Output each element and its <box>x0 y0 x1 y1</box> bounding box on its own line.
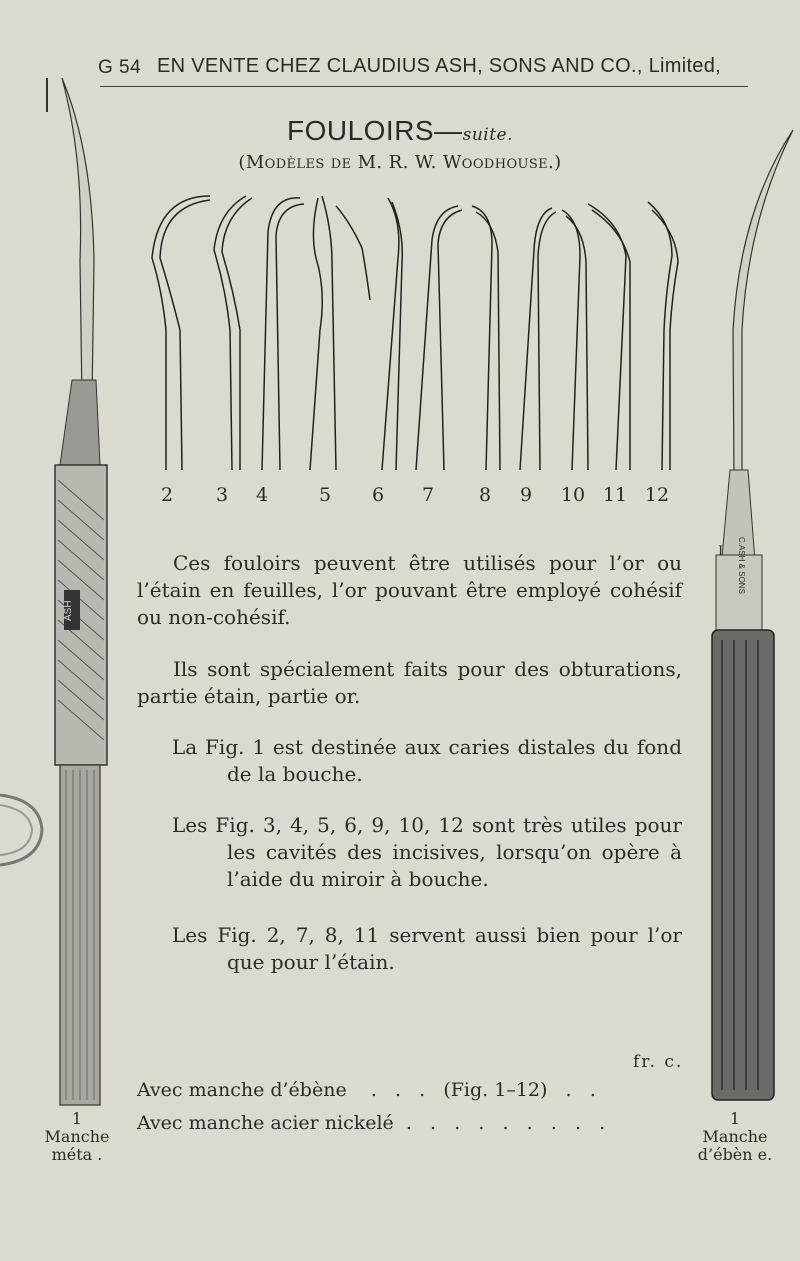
fig-number: 3 <box>215 484 229 506</box>
fig-number: 8 <box>478 484 492 506</box>
paragraph-fig1: La Fig. 1 est destinée aux caries distales du fond de la bouche. <box>172 735 682 786</box>
pluggers-fig-2-12-illustration <box>152 196 678 470</box>
fig-number: 7 <box>421 484 435 506</box>
right-handle-stamp: C.ASH & SONS <box>737 536 746 594</box>
left-instrument-caption <box>32 1110 122 1164</box>
left-caption-line1: Manche <box>44 1127 110 1146</box>
right-instrument-illustration <box>712 130 793 1100</box>
price-column-header: fr. c. <box>633 1052 684 1072</box>
right-instrument-caption <box>690 1110 780 1164</box>
title-suite: suite. <box>462 125 514 145</box>
left-handle-stamp: ASH <box>63 600 74 622</box>
paragraph-obturations: Ils sont spécialement faits pour des obturations, partie étain, partie or. <box>137 657 682 708</box>
paragraph-intro: Ces fouloirs peuvent être utilisés pour l’or ou l’étain en feuilles, l’or pouvant être employé cohésif ou non-cohésif. <box>137 551 682 629</box>
title-main: FOULOIRS <box>286 115 435 146</box>
fig-number: 4 <box>255 484 269 506</box>
paragraph-or-etain: Les Fig. 2, 7, 8, 11 servent aussi bien pour l’or que pour l’étain. <box>172 923 682 974</box>
right-caption-number: 1 <box>729 1109 741 1128</box>
fig-number: 5 <box>318 484 332 506</box>
left-caption-number: 1 <box>71 1109 83 1128</box>
fig-number: 11 <box>602 484 628 506</box>
right-caption-line1: Manche <box>702 1127 768 1146</box>
fig-number: 2 <box>160 484 174 506</box>
right-handle-mark: I <box>718 544 724 559</box>
fig-number: 12 <box>644 484 670 506</box>
page-number: G 54 <box>98 57 142 78</box>
fig-number: 9 <box>519 484 533 506</box>
ring-fragment-illustration <box>0 795 42 865</box>
right-caption-line2: d’ébèn e. <box>697 1145 773 1164</box>
title-dash: — <box>434 115 463 146</box>
price-line-nickel: Avec manche acier nickelé . . . . . . . . . <box>137 1112 606 1134</box>
fig-number: 10 <box>560 484 586 506</box>
paragraph-incisives: Les Fig. 3, 4, 5, 6, 9, 10, 12 sont très utiles pour les cavités des incisives, lorsqu’on opère à l’aide du miroir à bouche. <box>172 813 682 891</box>
running-head: EN VENTE CHEZ CLAUDIUS ASH, SONS AND CO., Limited, <box>157 55 722 77</box>
fig-number: 6 <box>371 484 385 506</box>
left-caption-line2: méta . <box>51 1145 103 1164</box>
subtitle: (Modèles de M. R. W. Woodhouse.) <box>238 152 562 173</box>
price-line-ebony: Avec manche d’ébène . . . (Fig. 1–12) . . <box>137 1079 596 1101</box>
